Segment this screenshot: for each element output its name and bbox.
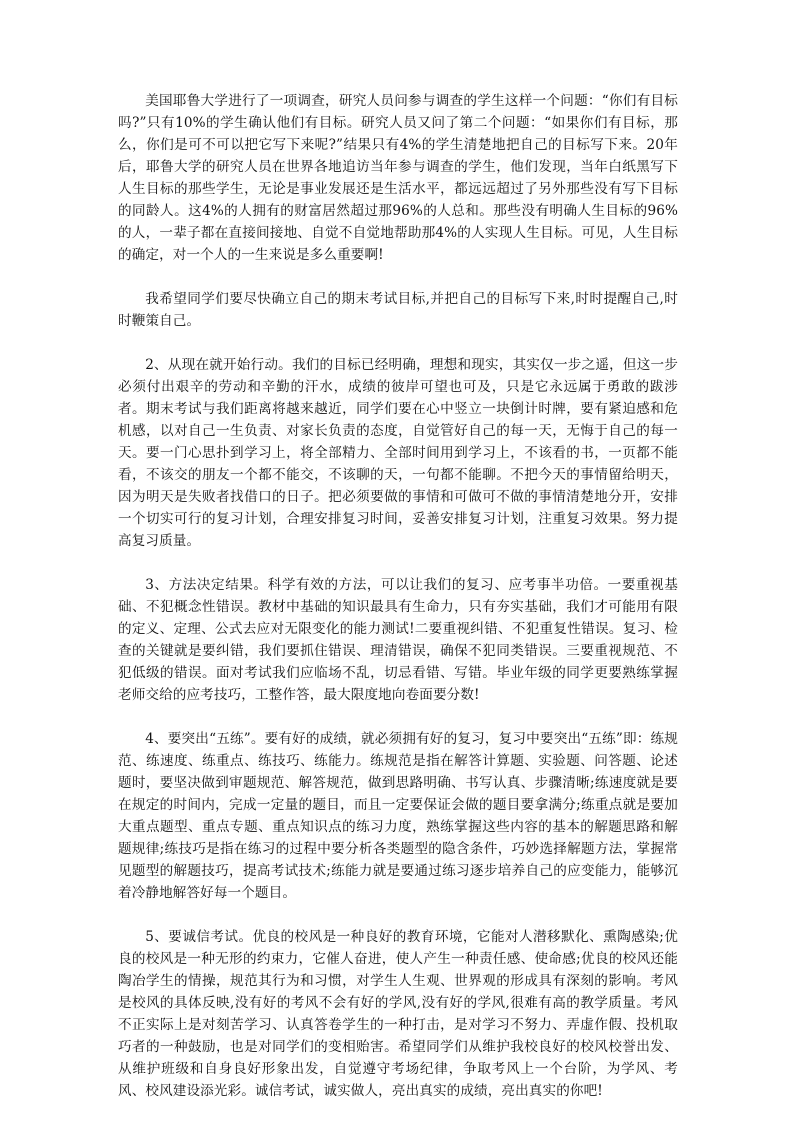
paragraph-honest-exam: 5、要诚信考试。优良的校风是一种良好的教育环境，它能对人潜移默化、熏陶感染;优良的校风是一种无形的约束力，它催人奋进，使人产生一种责任感、使命感;优良的校风还能陶冶学生的情操，规范其行为和习惯，对学生人生观、世界观的形成具有深刻的影响。考风是校风的具体反映,没有好的考风不会有好的学风,没有好的学风,很难有高的教学质量。考风不正实际上是对刻苦学习、认真答卷学生的一种打击，是对学习不努力、弄虚作假、投机取巧者的一种鼓励，也是对同学们的变相贻害。希望同学们从维护我校良好的校风校誉出发、从维护班级和自身良好形象出发，自觉遵守考场纪律，争取考风上一个台阶，为学风、考风、校风建设添光彩。诚信考试，诚实做人，亮出真实的成绩，亮出真实的你吧! (118, 929, 678, 1099)
paragraph-method: 3、方法决定结果。科学有效的方法，可以让我们的复习、应考事半功倍。一要重视基础、不犯概念性错误。教材中基础的知识最具有生命力，只有夯实基础，我们才可能用有限的定义、定理、公式去应对无限变化的能力测试!二要重视纠错、不犯重复性错误。复习、检查的关键就是要纠错，我们要抓住错误、理清错误，确保不犯同类错误。三要重视规范、不犯低级的错误。面对考试我们应临场不乱，切忌看错、写错。毕业年级的同学更要熟练掌握老师交给的应考技巧，工整作答，最大限度地向卷面要分数! (118, 577, 678, 703)
paragraph-set-goals: 我希望同学们要尽快确立自己的期末考试目标,并把自己的目标写下来,时时提醒自己,时时鞭策自己。 (118, 291, 678, 329)
paragraph-yale-survey: 美国耶鲁大学进行了一项调查，研究人员问参与调查的学生这样一个问题：“你们有目标吗?”只有10%的学生确认他们有目标。研究人员又问了第二个问题：“如果你们有目标，那么，你们是可不可以把它写下来呢?”结果只有4%的学生清楚地把自己的目标写下来。20年后，耶鲁大学的研究人员在世界各地追访当年参与调查的学生，他们发现，当年白纸黑写下人生目标的那些学生，无论是事业发展还是生活水平，都远远超过了另外那些没有写下目标的同龄人。这4%的人拥有的财富居然超过那96%的人总和。那些没有明确人生目标的96%的人，一辈子都在直接间接地、自觉不自觉地帮助那4%的人实现人生目标。可见，人生目标的确定，对一个人的一生来说是多么重要啊! (118, 93, 678, 263)
paragraph-five-practices: 4、要突出“五练”。要有好的成绩，就必须拥有好的复习，复习中要突出“五练”即：练规范、练速度、练重点、练技巧、练能力。练规范是指在解答计算题、实验题、问答题、论述题时，要坚决做到审题规范、解答规范，做到思路明确、书写认真、步骤清晰;练速度就是要在规定的时间内，完成一定量的题目，而且一定要保证会做的题目要拿满分;练重点就是要加大重点题型、重点专题、重点知识点的练习力度，熟练掌握这些内容的基本的解题思路和解题规律;练技巧是指在练习的过程中要分析各类题型的隐含条件，巧妙选择解题方法，掌握常见题型的解题技巧，提高考试技术;练能力就是要通过练习逐步培养自己的应变能力，能够沉着冷静地解答好每一个题目。 (118, 731, 678, 901)
document-body (118, 90, 678, 1102)
paragraph-take-action: 2、从现在就开始行动。我们的目标已经明确，理想和现实，其实仅一步之遥，但这一步必须付出艰辛的劳动和辛勤的汗水，成绩的彼岸可望也可及，只是它永远属于勇敢的跋涉者。期末考试与我们距离将越来越近，同学们要在心中竖立一块倒计时牌，要有紧迫感和危机感，以对自己一生负责、对家长负责的态度，自觉管好自己的每一天，无悔于自己的每一天。要一门心思扑到学习上，将全部精力、全部时间用到学习上，不该看的书，一页都不能看，不该交的朋友一个都不能交，不该聊的天，一句都不能聊。不把今天的事情留给明天，因为明天是失败者找借口的日子。把必须要做的事情和可做可不做的事情清楚地分开，安排一个切实可行的复习计划，合理安排复习时间，妥善安排复习计划，注重复习效果。努力提高复习质量。 (118, 357, 678, 549)
